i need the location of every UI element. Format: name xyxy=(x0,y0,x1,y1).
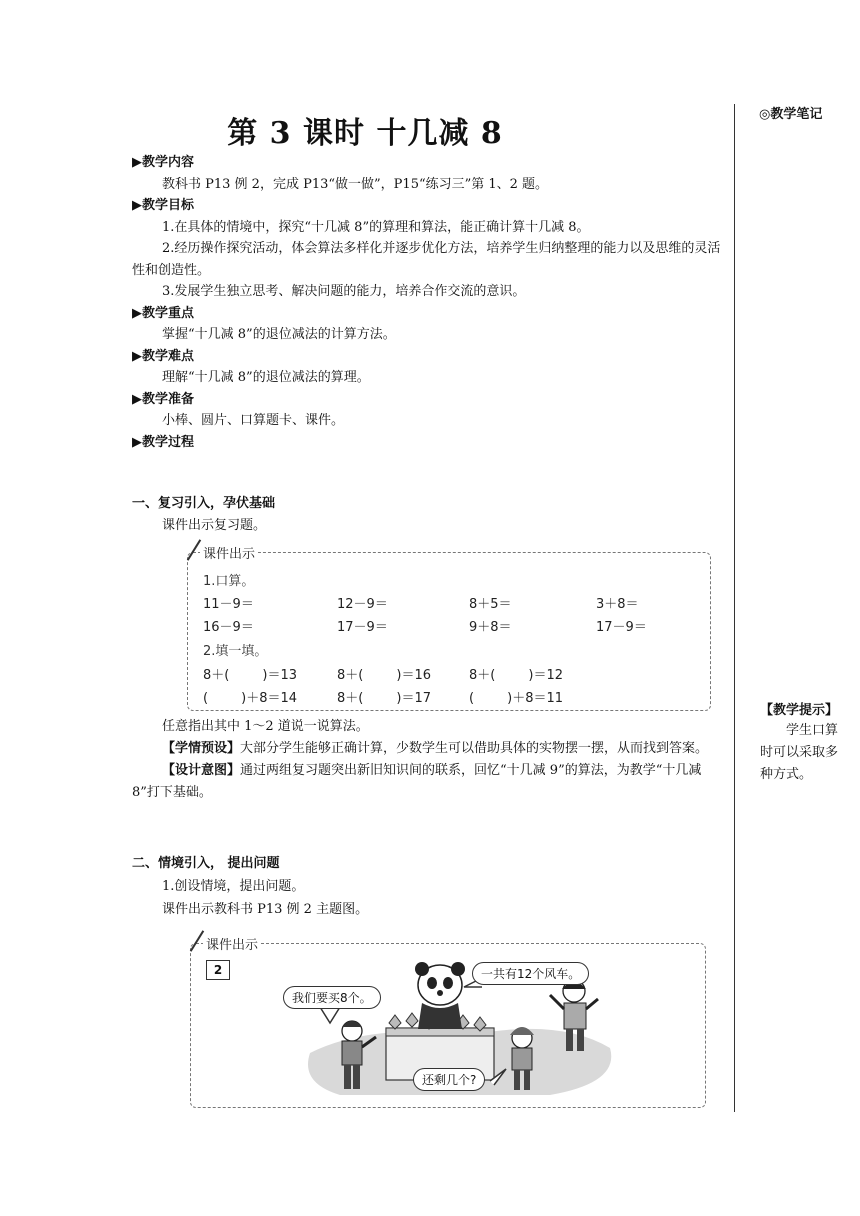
key-text: 掌握“十几减 8”的退位减法的计算方法。 xyxy=(162,327,396,342)
section-heading-goals: ▶教学目标 xyxy=(132,198,194,213)
preset-text: 大部分学生能够正确计算，少数学生可以借助具体的实物摆一摆，从而找到答案。 xyxy=(240,741,709,756)
goal-2: 2.经历操作探究活动，体会算法多样化并逐步优化方法，培养学生归纳整理的能力以及思维的灵活性和创造性。 xyxy=(132,241,721,278)
page-title: 第 3 课时 十几减 8 xyxy=(227,116,503,151)
section-heading-prep: ▶教学准备 xyxy=(132,391,194,407)
calc-row-1: 11－9＝ 12－9＝ 8＋5＝ 3＋8＝ xyxy=(203,597,639,612)
preset-label: 【学情预设】 xyxy=(162,741,241,756)
oral-calc-label: 1.口算。 xyxy=(203,574,255,589)
content-text: 教科书 P13 例 2，完成 P13“做一做”，P15“练习三”第 1、2 题。 xyxy=(162,176,549,192)
courseware-tag: 课件出示 xyxy=(200,543,258,562)
part2-line1: 1.创设情境，提出问题。 xyxy=(162,879,305,894)
part1-after: 任意指出其中 1～2 道说一说算法。 【学情预设】大部分学生能够正确计算，少数学生可以借助具体的实物摆一摆，从而找到答案。 【设计意图】通过两组复习题突出新旧知识间的联系，回忆“十几减 9”的算法，为教学“十几减 8”打下基础。 xyxy=(132,719,709,800)
difficulty-text: 理解“十几减 8”的退位减法的算理。 xyxy=(162,370,370,385)
part2-heading: 二、情境引入， 提出问题 xyxy=(132,856,280,871)
fill-row-1: 8＋( )＝13 8＋( )＝16 8＋( )＝12 xyxy=(203,668,564,683)
part2-line2: 课件出示教科书 P13 例 2 主题图。 xyxy=(162,902,369,917)
speech-bubble-left: 我们要买8个。 xyxy=(283,986,381,1009)
fill-row-2: ( )＋8＝14 8＋( )＝17 ( )＋8＝11 xyxy=(203,691,564,706)
courseware-tag: 课件出示 xyxy=(203,934,261,953)
prep-text: 小棒、圆片、口算题卡、课件。 xyxy=(162,413,345,428)
speech-bubble-bottom: 还剩几个? xyxy=(413,1068,485,1091)
section-heading-content: ▶教学内容 xyxy=(132,155,194,170)
goal-1: 1.在具体的情境中，探究“十几减 8”的算理和算法，能正确计算十几减 8。 xyxy=(162,219,590,235)
section-heading-process: ▶教学过程 xyxy=(132,434,194,450)
example-number: 2 xyxy=(206,960,230,980)
teaching-notes-heading: ◎教学笔记 xyxy=(759,107,823,122)
teaching-tip-body: 学生口算时可以采取多种方式。 xyxy=(760,723,839,782)
design-label: 【设计意图】 xyxy=(162,763,241,778)
main-content xyxy=(132,152,732,453)
section-heading-difficulty: ▶教学难点 xyxy=(132,348,194,364)
panda-figure xyxy=(415,962,465,1029)
design-text: 通过两组复习题突出新旧知识间的联系，回忆“十几减 9”的算法，为教学“十几减 8”打下基础。 xyxy=(132,763,702,800)
section-heading-key: ▶教学重点 xyxy=(132,305,194,321)
goal-3: 3.发展学生独立思考、解决问题的能力，培养合作交流的意识。 xyxy=(162,284,526,299)
teaching-tip-title: 【教学提示】 xyxy=(760,703,839,718)
part1-line1: 课件出示复习题。 xyxy=(162,518,267,533)
calc-row-2: 16－9＝ 17－9＝ 9＋8＝ 17－9＝ xyxy=(203,620,647,635)
fill-blank-label: 2.填一填。 xyxy=(203,644,268,659)
speech-bubble-right: 一共有12个风车。 xyxy=(472,962,589,985)
part1-heading: 一、复习引入，孕伏基础 xyxy=(132,496,276,511)
margin-divider xyxy=(734,104,735,1112)
bubble-tail-left xyxy=(320,1007,340,1023)
